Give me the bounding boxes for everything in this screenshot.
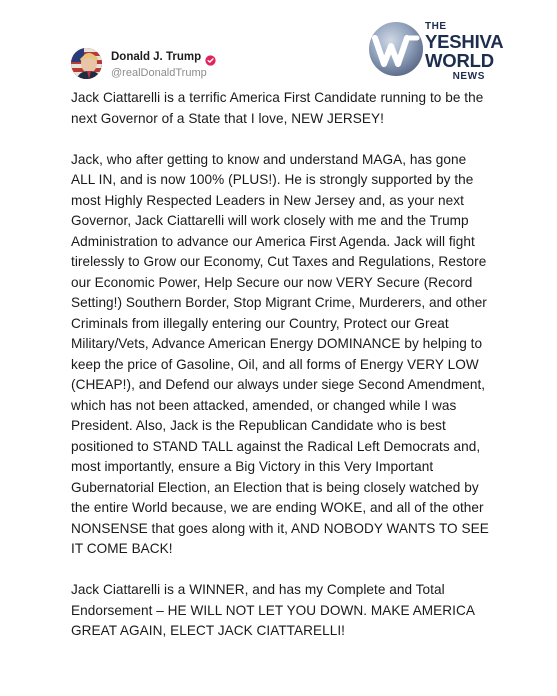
yeshiva-world-news-logo — [367, 18, 507, 82]
post-body — [71, 88, 489, 662]
post-paragraph: Jack Ciattarelli is a terrific America First Candidate running to be the next Governor of a State that I love, NEW JERSEY! — [71, 90, 484, 126]
logo-line-world: WORLD — [425, 49, 494, 71]
logo-line-yeshiva: YESHIVA — [425, 31, 504, 52]
post-header — [71, 48, 216, 79]
author-info — [111, 49, 216, 79]
verified-badge-icon — [205, 51, 216, 62]
logo-wordmark — [425, 22, 503, 82]
logo-line-the: THE — [425, 21, 447, 32]
author-handle[interactable]: @realDonaldTrump — [111, 66, 207, 79]
author-display-name[interactable]: Donald J. Trump — [111, 50, 202, 63]
logo-line-news: NEWS — [452, 71, 485, 82]
avatar[interactable] — [71, 48, 102, 79]
post-paragraph: Jack Ciattarelli is a WINNER, and has my Complete and Total Endorsement – HE WILL NOT LET YOU DOWN. MAKE AMERICA GREAT AGAIN, ELECT JACK CIATTARELLI! — [71, 582, 475, 638]
yeshiva-world-news-icon — [367, 20, 425, 78]
post-paragraph: Jack, who after getting to know and understand MAGA, has gone ALL IN, and is now 100% (PLUS!). He is strongly supported by the most Highly Respected Leaders in New Jersey and, as your next Governor, Jack Ciattarelli will work closely with me and the Trump Administration to advance our America First Agenda. Jack will fight tirelessly to Grow our Economy, Cut Taxes and Regulations, Restore our Economic Power, Help Secure our now VERY Secure (Record Setting!) Southern Border, Stop Migrant Crime, Murderers, and other Criminals from illegally entering our Country, Protect our Great Military/Vets, Advance American Energy DOMINANCE by helping to keep the price of Gasoline, Oil, and all forms of Energy VERY LOW (CHEAP!), and Defend our always under siege Second Amendment, which has not been attacked, amended, or changed while I was President. Also, Jack is the Republican Candidate who is best positioned to STAND TALL against the Radical Left Democrats and, most importantly, ensure a Big Victory in this Very Important Gubernatorial Election, an Election that is being closely watched by the entire World because, we are ending WOKE, and all of the other NONSENSE that goes along with it, AND NOBODY WANTS TO SEE IT COME BACK! — [71, 151, 489, 556]
author-name-row — [111, 49, 216, 65]
avatar-image — [71, 48, 102, 79]
